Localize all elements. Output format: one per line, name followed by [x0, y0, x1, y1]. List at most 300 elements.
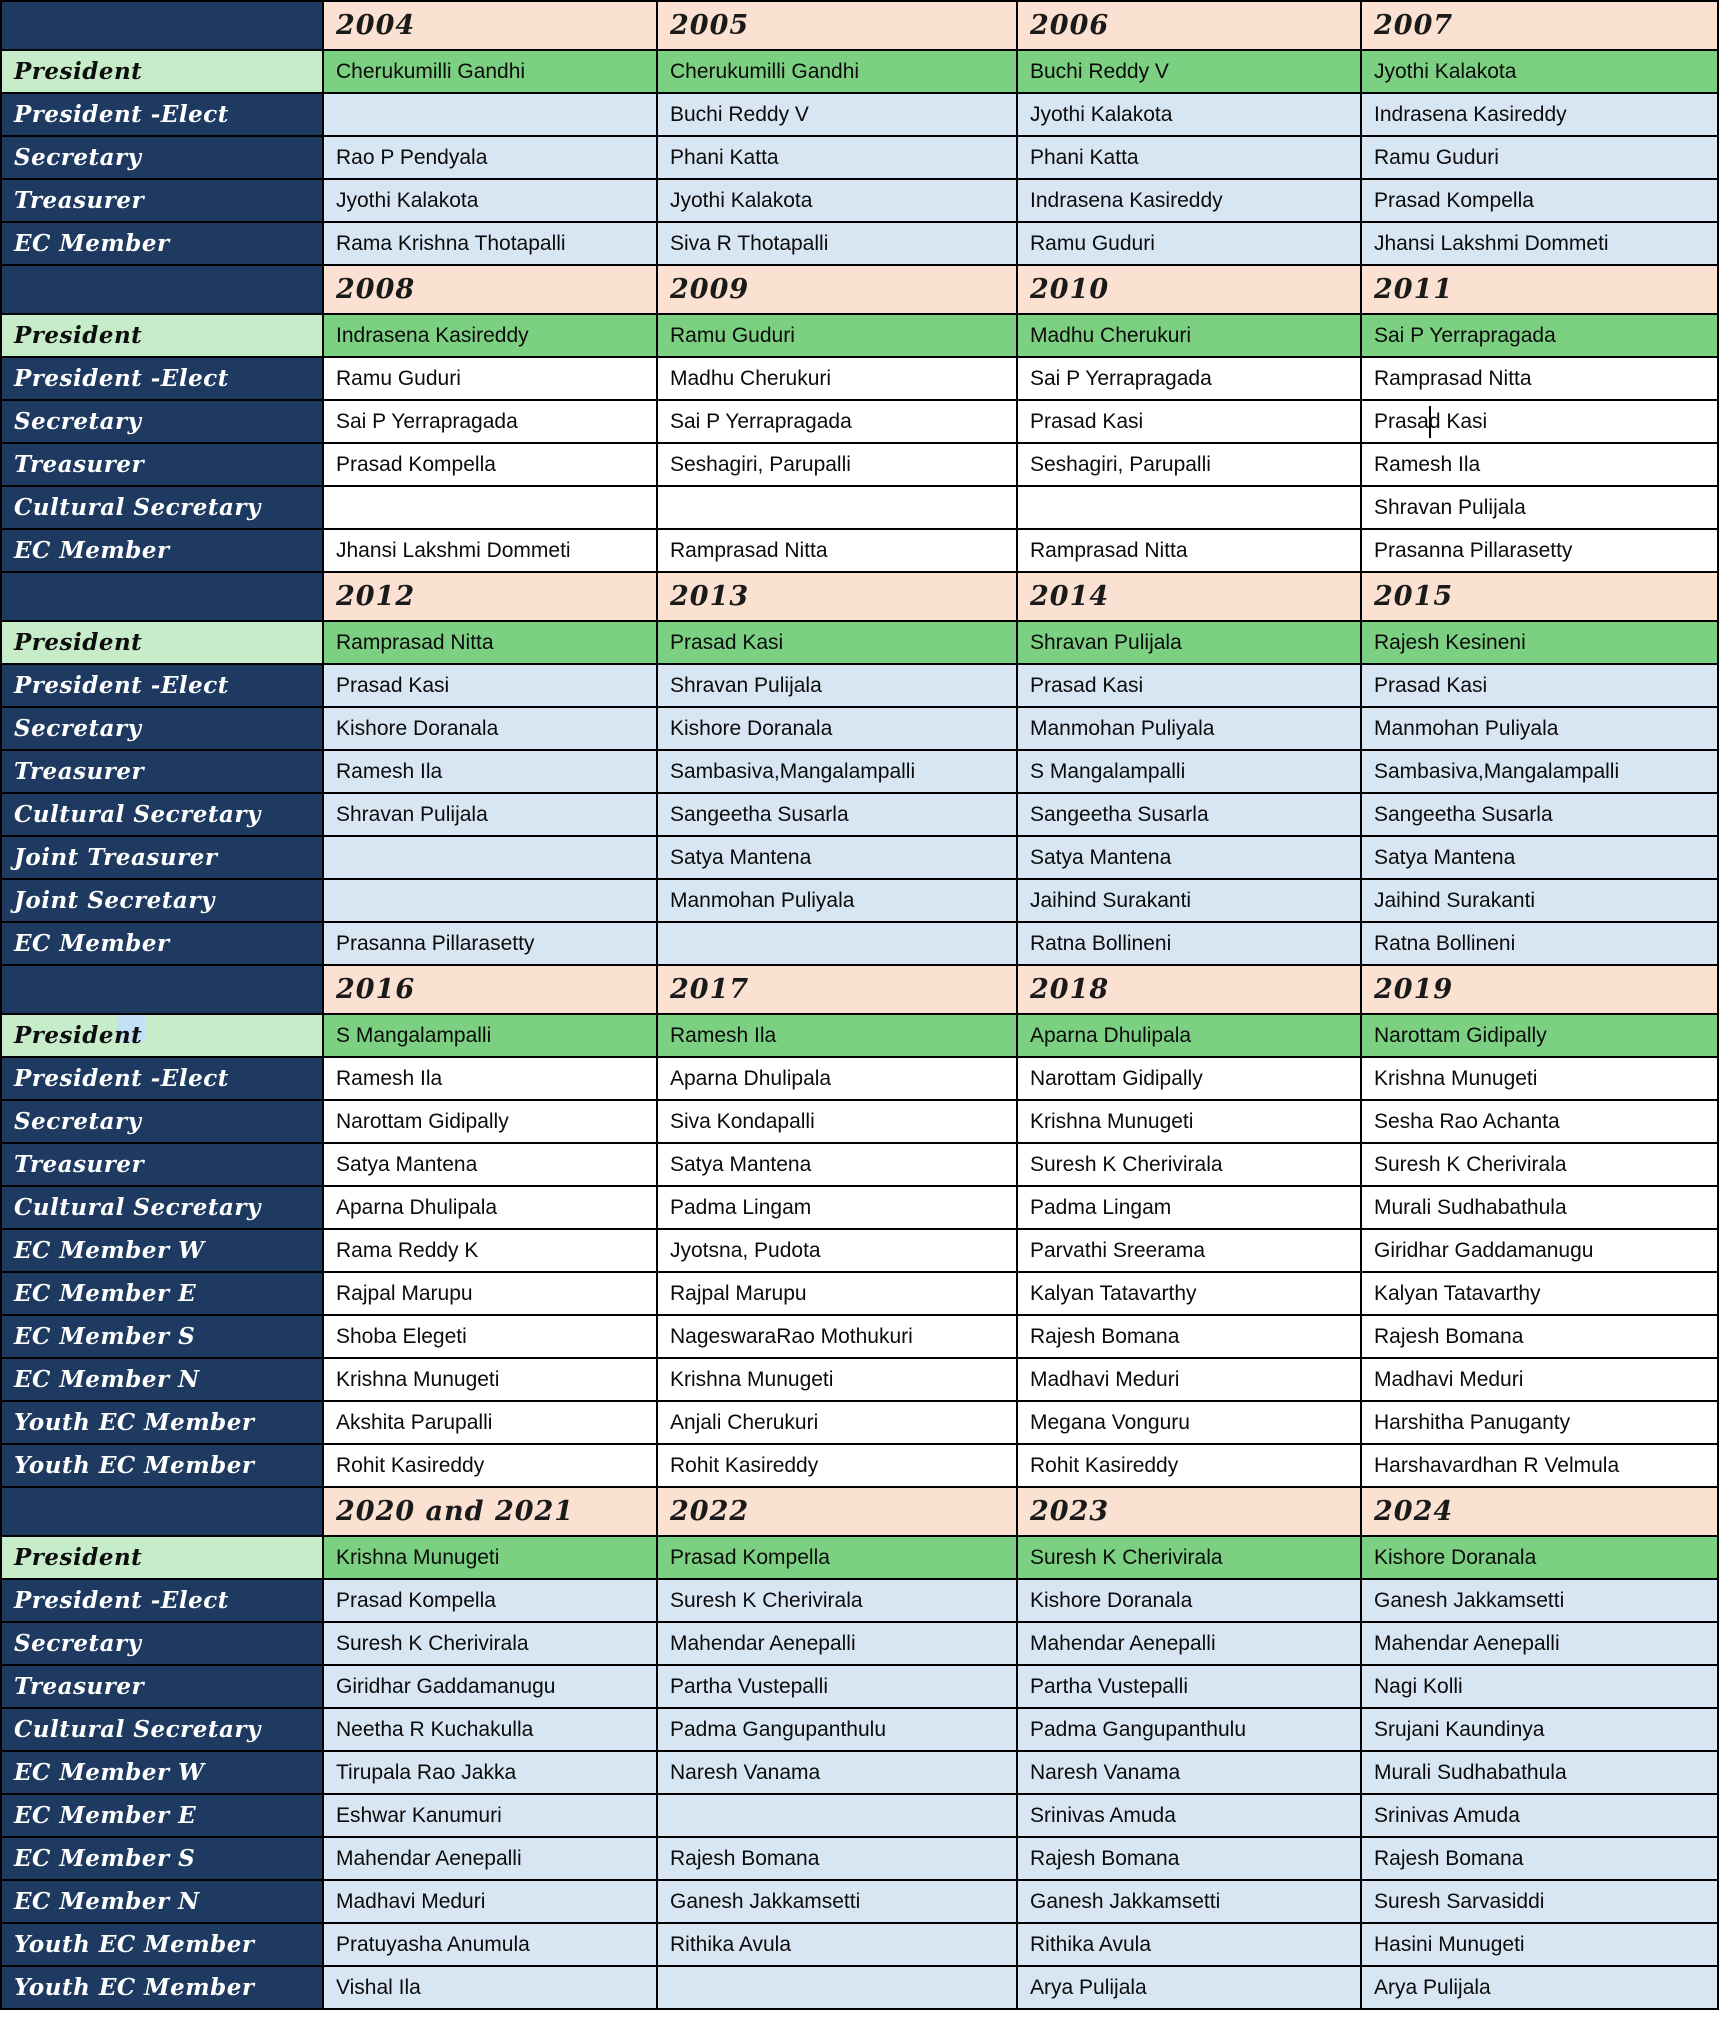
officer-cell[interactable] — [1361, 793, 1718, 836]
role-label-ec-member-w[interactable] — [1, 1229, 323, 1272]
officer-name: Narottam Gidipally — [1030, 1066, 1203, 1090]
role-label-ec-member-e[interactable] — [1, 1272, 323, 1315]
officer-cell[interactable] — [1017, 793, 1361, 836]
officer-cell[interactable] — [657, 357, 1017, 400]
officer-cell[interactable] — [323, 1229, 657, 1272]
role-label-secretary[interactable] — [1, 707, 323, 750]
officer-cell[interactable] — [657, 1837, 1017, 1880]
officer-cell[interactable] — [1361, 1966, 1718, 2009]
role-label-president[interactable] — [1, 50, 323, 93]
officer-cell[interactable] — [1017, 1708, 1361, 1751]
role-label-president-elect[interactable] — [1, 1579, 323, 1622]
officer-cell[interactable] — [657, 1272, 1017, 1315]
officer-cell[interactable] — [1361, 222, 1718, 265]
officer-cell[interactable] — [1361, 879, 1718, 922]
role-label-secretary[interactable] — [1, 136, 323, 179]
officer-cell[interactable] — [657, 1401, 1017, 1444]
role-label-text: Treasurer — [14, 1673, 145, 1700]
officer-cell[interactable] — [1017, 1665, 1361, 1708]
officer-cell[interactable] — [657, 879, 1017, 922]
officer-cell[interactable] — [323, 1401, 657, 1444]
officer-cell[interactable] — [657, 1536, 1017, 1579]
role-label-text: EC Member — [14, 930, 170, 957]
officer-cell[interactable] — [323, 836, 657, 879]
role-label-treasurer[interactable] — [1, 443, 323, 486]
officer-cell[interactable] — [1017, 136, 1361, 179]
officer-cell[interactable] — [1361, 486, 1718, 529]
year-header-2014[interactable] — [1017, 572, 1361, 621]
officer-cell[interactable] — [1017, 1358, 1361, 1401]
officer-name: Cherukumilli Gandhi — [670, 59, 860, 83]
role-label-treasurer[interactable] — [1, 1143, 323, 1186]
officer-name: Mahendar Aenepalli — [336, 1846, 522, 1870]
officer-cell[interactable] — [1361, 1143, 1718, 1186]
officer-cell[interactable] — [657, 314, 1017, 357]
officer-cell[interactable] — [323, 529, 657, 572]
officer-cell[interactable] — [323, 922, 657, 965]
officer-cell[interactable] — [1361, 1401, 1718, 1444]
officer-name: Murali Sudhabathula — [1374, 1195, 1567, 1219]
officer-cell[interactable] — [1017, 1579, 1361, 1622]
officer-cell[interactable] — [1361, 179, 1718, 222]
officer-cell[interactable] — [323, 664, 657, 707]
table-row — [1, 357, 1718, 400]
officer-cell[interactable] — [1361, 50, 1718, 93]
role-label-text: EC Member W — [14, 1237, 205, 1264]
officer-cell[interactable] — [323, 50, 657, 93]
officer-cell[interactable] — [657, 836, 1017, 879]
officer-name: Indrasena Kasireddy — [1374, 102, 1567, 126]
officer-cell[interactable] — [1017, 1014, 1361, 1057]
officer-name: Buchi Reddy V — [1030, 59, 1169, 83]
role-label-treasurer[interactable] — [1, 1665, 323, 1708]
officer-cell[interactable] — [657, 1057, 1017, 1100]
table-row — [1, 136, 1718, 179]
role-label-president-elect[interactable] — [1, 1057, 323, 1100]
role-label-president[interactable] — [1, 621, 323, 664]
officer-cell[interactable] — [323, 879, 657, 922]
officer-cell[interactable] — [1017, 314, 1361, 357]
table-row — [1, 179, 1718, 222]
officer-name: Siva R Thotapalli — [670, 231, 829, 255]
officer-cell[interactable] — [1017, 879, 1361, 922]
officer-name: Prasanna Pillarasetty — [336, 931, 535, 955]
officer-cell[interactable] — [657, 1622, 1017, 1665]
role-label-president[interactable] — [1, 314, 323, 357]
role-label-ec-member-w[interactable] — [1, 1751, 323, 1794]
year-header-row — [1, 572, 1718, 621]
role-label-cultural-secretary[interactable] — [1, 1186, 323, 1229]
officer-cell[interactable] — [323, 222, 657, 265]
officer-cell[interactable] — [1017, 50, 1361, 93]
officer-name: Jyothi Kalakota — [1030, 102, 1173, 126]
table-row — [1, 1880, 1718, 1923]
officer-name: Suresh K Cherivirala — [670, 1588, 863, 1612]
officer-cell[interactable] — [1017, 1143, 1361, 1186]
year-header-2005[interactable] — [657, 1, 1017, 50]
officer-name: Murali Sudhabathula — [1374, 1760, 1567, 1784]
officer-cell[interactable] — [1361, 1444, 1718, 1487]
officer-cell[interactable] — [657, 1143, 1017, 1186]
officer-cell[interactable] — [1017, 400, 1361, 443]
officer-cell[interactable] — [323, 357, 657, 400]
role-label-youth-ec-member[interactable] — [1, 1401, 323, 1444]
role-label-ec-member[interactable] — [1, 222, 323, 265]
officer-cell[interactable] — [1017, 222, 1361, 265]
officer-name: Rajpal Marupu — [336, 1281, 473, 1305]
year-header-2010[interactable] — [1017, 265, 1361, 314]
officer-cell[interactable] — [323, 1100, 657, 1143]
officer-name: Satya Mantena — [1030, 845, 1172, 869]
role-label-youth-ec-member[interactable] — [1, 1923, 323, 1966]
officer-cell[interactable] — [323, 1923, 657, 1966]
officer-cell[interactable] — [1361, 836, 1718, 879]
officer-cell[interactable] — [323, 314, 657, 357]
officer-cell[interactable] — [657, 443, 1017, 486]
officer-name: Madhavi Meduri — [1030, 1367, 1180, 1391]
year-label: 2008 — [336, 274, 416, 305]
officer-cell[interactable] — [1361, 1794, 1718, 1837]
table-row — [1, 1358, 1718, 1401]
year-label: 2018 — [1030, 974, 1110, 1005]
officer-name: Ganesh Jakkamsetti — [670, 1889, 861, 1913]
year-header-2011[interactable] — [1361, 265, 1718, 314]
year-header-2006[interactable] — [1017, 1, 1361, 50]
year-header-2004[interactable] — [323, 1, 657, 50]
table-row — [1, 1100, 1718, 1143]
officer-cell[interactable] — [1017, 1315, 1361, 1358]
officer-cell[interactable] — [323, 1014, 657, 1057]
officer-cell[interactable] — [1361, 1358, 1718, 1401]
year-header-2016[interactable] — [323, 965, 657, 1014]
role-label-ec-member-n[interactable] — [1, 1358, 323, 1401]
officer-cell[interactable] — [1361, 1315, 1718, 1358]
officer-cell[interactable] — [1361, 1837, 1718, 1880]
officer-cell[interactable] — [1017, 1229, 1361, 1272]
year-header-2008[interactable] — [323, 265, 657, 314]
officer-name: Harshitha Panuganty — [1374, 1410, 1571, 1434]
year-header-2009[interactable] — [657, 265, 1017, 314]
officer-cell[interactable] — [1017, 1186, 1361, 1229]
role-label-secretary[interactable] — [1, 400, 323, 443]
officer-cell[interactable] — [1017, 1057, 1361, 1100]
role-label-joint-secretary[interactable] — [1, 879, 323, 922]
officer-name: Parvathi Sreerama — [1030, 1238, 1206, 1262]
officer-cell[interactable] — [657, 664, 1017, 707]
officer-cell[interactable] — [1361, 314, 1718, 357]
role-label-treasurer[interactable] — [1, 179, 323, 222]
officer-cell[interactable] — [1017, 1923, 1361, 1966]
officer-cell[interactable] — [1017, 1751, 1361, 1794]
role-label-cultural-secretary[interactable] — [1, 793, 323, 836]
role-label-ec-member-n[interactable] — [1, 1880, 323, 1923]
year-label: 2007 — [1374, 10, 1454, 41]
officer-cell[interactable] — [1017, 357, 1361, 400]
officer-cell[interactable] — [323, 1536, 657, 1579]
officer-cell[interactable] — [1361, 1229, 1718, 1272]
officer-cell[interactable] — [1017, 922, 1361, 965]
officer-cell[interactable] — [657, 793, 1017, 836]
officer-cell[interactable] — [323, 621, 657, 664]
officer-cell[interactable] — [1361, 136, 1718, 179]
officer-cell[interactable] — [323, 1186, 657, 1229]
corner-cell[interactable] — [1, 1, 323, 50]
officer-cell[interactable] — [1361, 1186, 1718, 1229]
role-label-text: Treasurer — [14, 451, 145, 478]
officer-cell[interactable] — [657, 1880, 1017, 1923]
year-header-2020-and-2021[interactable] — [323, 1487, 657, 1536]
year-header-2023[interactable] — [1017, 1487, 1361, 1536]
officer-cell[interactable] — [657, 1665, 1017, 1708]
officer-cell[interactable] — [657, 621, 1017, 664]
officer-cell[interactable] — [1361, 1579, 1718, 1622]
officer-cell[interactable] — [657, 1229, 1017, 1272]
officer-cell[interactable] — [323, 1751, 657, 1794]
table-row — [1, 1923, 1718, 1966]
corner-cell[interactable] — [1, 572, 323, 621]
officer-cell[interactable] — [1017, 93, 1361, 136]
officer-cell[interactable] — [657, 1923, 1017, 1966]
year-label: 2010 — [1030, 274, 1110, 305]
officer-cell[interactable] — [657, 922, 1017, 965]
officer-cell[interactable] — [657, 222, 1017, 265]
role-label-youth-ec-member[interactable] — [1, 1966, 323, 2009]
role-label-youth-ec-member[interactable] — [1, 1444, 323, 1487]
officer-cell[interactable] — [1017, 529, 1361, 572]
officer-name: Suresh K Cherivirala — [1030, 1545, 1223, 1569]
officer-cell[interactable] — [1361, 1536, 1718, 1579]
role-label-secretary[interactable] — [1, 1100, 323, 1143]
officer-cell[interactable] — [1361, 1014, 1718, 1057]
officer-cell[interactable] — [1361, 529, 1718, 572]
officer-name: Jaihind Surakanti — [1030, 888, 1192, 912]
officer-cell[interactable] — [323, 707, 657, 750]
officer-cell[interactable] — [1017, 1444, 1361, 1487]
role-label-president[interactable] — [1, 1536, 323, 1579]
year-header-row — [1, 1487, 1718, 1536]
role-label-text: Secretary — [14, 715, 142, 742]
year-header-2017[interactable] — [657, 965, 1017, 1014]
officer-cell[interactable] — [323, 486, 657, 529]
officer-cell[interactable] — [1017, 443, 1361, 486]
role-label-text: Joint Treasurer — [14, 844, 218, 871]
officer-cell[interactable] — [323, 1057, 657, 1100]
officer-cell[interactable] — [323, 1444, 657, 1487]
officer-cell[interactable] — [1361, 1272, 1718, 1315]
officer-name: Ramesh Ila — [670, 1023, 777, 1047]
officer-cell[interactable] — [1361, 1057, 1718, 1100]
officer-cell[interactable] — [323, 1708, 657, 1751]
role-label-text: President — [14, 322, 143, 349]
role-label-ec-member-e[interactable] — [1, 1794, 323, 1837]
officer-cell[interactable] — [1361, 621, 1718, 664]
officer-name: Seshagiri, Parupalli — [670, 452, 851, 476]
table-row — [1, 793, 1718, 836]
officer-cell[interactable] — [1361, 1622, 1718, 1665]
officer-cell[interactable] — [323, 400, 657, 443]
officer-cell[interactable] — [1361, 707, 1718, 750]
role-label-ec-member[interactable] — [1, 922, 323, 965]
officer-cell[interactable] — [1017, 1401, 1361, 1444]
corner-cell[interactable] — [1, 965, 323, 1014]
officer-cell[interactable] — [323, 750, 657, 793]
table-row — [1, 1057, 1718, 1100]
year-header-2018[interactable] — [1017, 965, 1361, 1014]
officer-name: NageswaraRao Mothukuri — [670, 1324, 913, 1348]
officer-cell[interactable] — [323, 1794, 657, 1837]
year-header-2012[interactable] — [323, 572, 657, 621]
officer-cell[interactable] — [1361, 357, 1718, 400]
officer-cell[interactable] — [1017, 664, 1361, 707]
year-label: 2013 — [670, 581, 750, 612]
officer-cell[interactable] — [1017, 1100, 1361, 1143]
officer-cell[interactable] — [323, 443, 657, 486]
officer-cell[interactable] — [657, 1966, 1017, 2009]
officer-cell[interactable] — [323, 1837, 657, 1880]
officer-cell[interactable] — [323, 1272, 657, 1315]
officer-cell[interactable] — [657, 707, 1017, 750]
role-label-ec-member-s[interactable] — [1, 1315, 323, 1358]
officer-cell[interactable] — [657, 750, 1017, 793]
officer-cell[interactable] — [657, 1315, 1017, 1358]
officer-cell[interactable] — [1361, 1751, 1718, 1794]
officer-cell[interactable] — [323, 1579, 657, 1622]
role-label-ec-member-s[interactable] — [1, 1837, 323, 1880]
officer-cell[interactable] — [1361, 400, 1718, 443]
officer-name: Ramprasad Nitta — [670, 538, 828, 562]
officer-cell[interactable] — [657, 1579, 1017, 1622]
corner-cell[interactable] — [1, 265, 323, 314]
officer-name: Sangeetha Susarla — [1374, 802, 1553, 826]
officer-cell[interactable] — [657, 1100, 1017, 1143]
officer-cell[interactable] — [1017, 707, 1361, 750]
officer-cell[interactable] — [657, 1358, 1017, 1401]
officer-cell[interactable] — [1017, 1837, 1361, 1880]
officer-cell[interactable] — [1017, 621, 1361, 664]
role-label-text: EC Member S — [14, 1323, 196, 1350]
officer-cell[interactable] — [1017, 1272, 1361, 1315]
role-label-treasurer[interactable] — [1, 750, 323, 793]
table-row — [1, 664, 1718, 707]
officer-cell[interactable] — [657, 50, 1017, 93]
officer-cell[interactable] — [657, 1444, 1017, 1487]
officer-cell[interactable] — [1361, 1100, 1718, 1143]
officer-name: Shoba Elegeti — [336, 1324, 467, 1348]
officer-cell[interactable] — [657, 136, 1017, 179]
table-row — [1, 222, 1718, 265]
role-label-president-elect[interactable] — [1, 93, 323, 136]
officer-cell[interactable] — [1361, 664, 1718, 707]
year-label: 2017 — [670, 974, 750, 1005]
officer-cell[interactable] — [1017, 836, 1361, 879]
officer-cell[interactable] — [1361, 1708, 1718, 1751]
officer-cell[interactable] — [657, 486, 1017, 529]
officer-name: Rohit Kasireddy — [336, 1453, 485, 1477]
officer-cell[interactable] — [657, 1186, 1017, 1229]
year-header-2022[interactable] — [657, 1487, 1017, 1536]
officer-cell[interactable] — [323, 793, 657, 836]
officer-cell[interactable] — [323, 93, 657, 136]
officer-name: Phani Katta — [670, 145, 779, 169]
year-label: 2005 — [670, 10, 750, 41]
officer-cell[interactable] — [323, 1315, 657, 1358]
officer-name: Seshagiri, Parupalli — [1030, 452, 1211, 476]
officer-cell[interactable] — [323, 1665, 657, 1708]
role-label-text: President — [14, 1022, 143, 1049]
role-label-cultural-secretary[interactable] — [1, 1708, 323, 1751]
officer-cell[interactable] — [323, 1880, 657, 1923]
officer-cell[interactable] — [657, 1794, 1017, 1837]
officer-cell[interactable] — [1361, 93, 1718, 136]
table-row — [1, 1536, 1718, 1579]
officer-name: Krishna Munugeti — [1030, 1109, 1194, 1133]
year-header-2019[interactable] — [1361, 965, 1718, 1014]
officer-cell[interactable] — [657, 1751, 1017, 1794]
officer-cell[interactable] — [1361, 1665, 1718, 1708]
role-label-secretary[interactable] — [1, 1622, 323, 1665]
officer-cell[interactable] — [323, 1143, 657, 1186]
officer-cell[interactable] — [1017, 1536, 1361, 1579]
officer-cell[interactable] — [1017, 750, 1361, 793]
officer-cell[interactable] — [1017, 486, 1361, 529]
role-label-president-elect[interactable] — [1, 664, 323, 707]
role-label-ec-member[interactable] — [1, 529, 323, 572]
officer-cell[interactable] — [323, 1966, 657, 2009]
officer-cell[interactable] — [1361, 750, 1718, 793]
role-label-president[interactable] — [1, 1014, 323, 1057]
year-header-2013[interactable] — [657, 572, 1017, 621]
year-header-2024[interactable] — [1361, 1487, 1718, 1536]
officer-cell[interactable] — [657, 529, 1017, 572]
officer-cell[interactable] — [323, 1622, 657, 1665]
officer-cell[interactable] — [657, 400, 1017, 443]
officer-name: Kishore Doranala — [1374, 1545, 1537, 1569]
officer-name: Partha Vustepalli — [1030, 1674, 1188, 1698]
officer-name: Prasad Kompella — [336, 1588, 496, 1612]
table-row — [1, 93, 1718, 136]
role-label-cultural-secretary[interactable] — [1, 486, 323, 529]
officer-name: Rithika Avula — [1030, 1932, 1152, 1956]
officer-cell[interactable] — [657, 179, 1017, 222]
officer-name: Manmohan Puliyala — [670, 888, 855, 912]
officer-cell[interactable] — [657, 1708, 1017, 1751]
role-label-president-elect[interactable] — [1, 357, 323, 400]
officer-cell[interactable] — [1017, 1794, 1361, 1837]
officer-cell[interactable] — [1017, 1966, 1361, 2009]
officer-name: Pratuyasha Anumula — [336, 1932, 530, 1956]
officer-cell[interactable] — [1361, 922, 1718, 965]
officer-cell[interactable] — [1361, 443, 1718, 486]
officer-cell[interactable] — [1361, 1923, 1718, 1966]
corner-cell[interactable] — [1, 1487, 323, 1536]
officer-cell[interactable] — [657, 93, 1017, 136]
year-header-2015[interactable] — [1361, 572, 1718, 621]
officer-name: Ramu Guduri — [1030, 231, 1155, 255]
officer-cell[interactable] — [323, 1358, 657, 1401]
officer-cell[interactable] — [1017, 1880, 1361, 1923]
officer-cell[interactable] — [323, 136, 657, 179]
officer-cell[interactable] — [1017, 1622, 1361, 1665]
role-label-text: Youth EC Member — [14, 1931, 255, 1958]
officer-name: Nagi Kolli — [1374, 1674, 1463, 1698]
role-label-joint-treasurer[interactable] — [1, 836, 323, 879]
year-header-2007[interactable] — [1361, 1, 1718, 50]
officer-cell[interactable] — [1361, 1880, 1718, 1923]
officer-cell[interactable] — [323, 179, 657, 222]
officer-cell[interactable] — [657, 1014, 1017, 1057]
role-label-text: Cultural Secretary — [14, 494, 261, 521]
officer-cell[interactable] — [1017, 179, 1361, 222]
